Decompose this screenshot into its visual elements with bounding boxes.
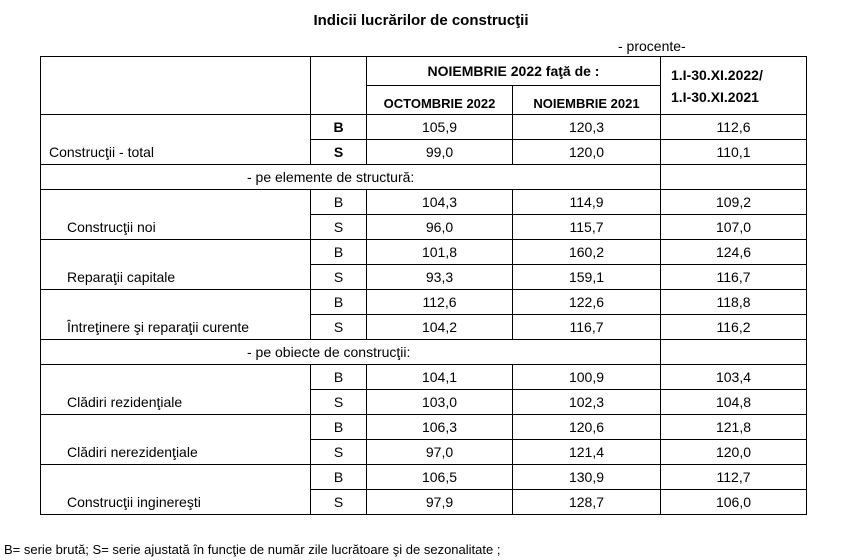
series-code: S [311, 440, 367, 465]
indices-table [40, 56, 807, 515]
value-cell: 106,5 [367, 465, 513, 490]
unit-label: - procente- [618, 38, 686, 54]
value-cell: 114,9 [513, 190, 661, 215]
table-row [41, 190, 807, 215]
value-cell: 121,8 [661, 415, 807, 440]
value-cell: 110,1 [661, 140, 807, 165]
value-cell: 104,2 [367, 315, 513, 340]
series-code: B [311, 290, 367, 315]
value-cell: 112,6 [367, 290, 513, 315]
value-cell: 122,6 [513, 290, 661, 315]
table-row [41, 465, 807, 490]
value-cell: 97,0 [367, 440, 513, 465]
series-code: B [311, 465, 367, 490]
value-cell: 104,1 [367, 365, 513, 390]
table-row [41, 290, 807, 315]
row-label-engineering: Construcţii inginereşti [41, 465, 311, 515]
section-row [41, 340, 807, 365]
value-cell: 124,6 [661, 240, 807, 265]
value-cell: 116,7 [513, 315, 661, 340]
table-row [41, 115, 807, 140]
section-structure-elements: - pe elemente de structură: [41, 165, 661, 190]
series-code: B [311, 365, 367, 390]
value-cell: 120,0 [513, 140, 661, 165]
header-october-2022: OCTOMBRIE 2022 [367, 86, 513, 115]
table-row [41, 240, 807, 265]
value-cell: 120,3 [513, 115, 661, 140]
series-code: S [311, 390, 367, 415]
value-cell: 104,8 [661, 390, 807, 415]
header-blank-series [311, 57, 367, 115]
table-row [41, 415, 807, 440]
value-cell: 107,0 [661, 215, 807, 240]
section-construction-objects: - pe obiecte de construcţii: [41, 340, 661, 365]
value-cell: 106,0 [661, 490, 807, 515]
value-cell: 112,6 [661, 115, 807, 140]
value-cell: 103,4 [661, 365, 807, 390]
header-cumulative-line2: 1.I-30.XI.2021 [671, 88, 759, 105]
section-row [41, 165, 807, 190]
series-code: S [311, 315, 367, 340]
series-code: B [311, 115, 367, 140]
row-label-new-constructions: Construcţii noi [41, 190, 311, 240]
series-code: S [311, 140, 367, 165]
value-cell: 109,2 [661, 190, 807, 215]
value-cell: 100,9 [513, 365, 661, 390]
value-cell: 101,8 [367, 240, 513, 265]
value-cell: 160,2 [513, 240, 661, 265]
section-blank [661, 165, 807, 190]
row-label-capital-repairs: Reparaţii capitale [41, 240, 311, 290]
series-code: B [311, 190, 367, 215]
value-cell: 120,0 [661, 440, 807, 465]
header-blank-label [41, 57, 311, 115]
value-cell: 128,7 [513, 490, 661, 515]
value-cell: 115,7 [513, 215, 661, 240]
value-cell: 116,7 [661, 265, 807, 290]
value-cell: 102,3 [513, 390, 661, 415]
value-cell: 104,3 [367, 190, 513, 215]
value-cell: 93,3 [367, 265, 513, 290]
value-cell: 121,4 [513, 440, 661, 465]
value-cell: 116,2 [661, 315, 807, 340]
value-cell: 130,9 [513, 465, 661, 490]
row-label-non-residential: Clădiri nerezidenţiale [41, 415, 311, 465]
series-code: S [311, 265, 367, 290]
value-cell: 112,7 [661, 465, 807, 490]
series-code: B [311, 240, 367, 265]
header-cumulative [661, 57, 807, 115]
value-cell: 97,9 [367, 490, 513, 515]
section-blank [661, 340, 807, 365]
value-cell: 106,3 [367, 415, 513, 440]
series-code: S [311, 215, 367, 240]
value-cell: 120,6 [513, 415, 661, 440]
row-label-residential: Clădiri rezidenţiale [41, 365, 311, 415]
value-cell: 96,0 [367, 215, 513, 240]
series-code: B [311, 415, 367, 440]
value-cell: 105,9 [367, 115, 513, 140]
header-cumulative-line1: 1.I-30.XI.2022/ [671, 66, 763, 83]
footnote: B= serie brută; S= serie ajustată în funcţie de număr zile lucrătoare şi de sezonalitate ; [4, 542, 501, 557]
value-cell: 103,0 [367, 390, 513, 415]
value-cell: 99,0 [367, 140, 513, 165]
page-title: Indicii lucrărilor de construcţii [313, 12, 529, 29]
row-label-total: Construcţii - total [41, 115, 311, 165]
value-cell: 118,8 [661, 290, 807, 315]
row-label-maintenance: Întreţinere şi reparaţii curente [41, 290, 311, 340]
series-code: S [311, 490, 367, 515]
header-period-group: NOIEMBRIE 2022 faţă de : [367, 57, 661, 86]
table-row [41, 365, 807, 390]
header-row-1 [41, 57, 807, 86]
header-november-2021: NOIEMBRIE 2021 [513, 86, 661, 115]
value-cell: 159,1 [513, 265, 661, 290]
